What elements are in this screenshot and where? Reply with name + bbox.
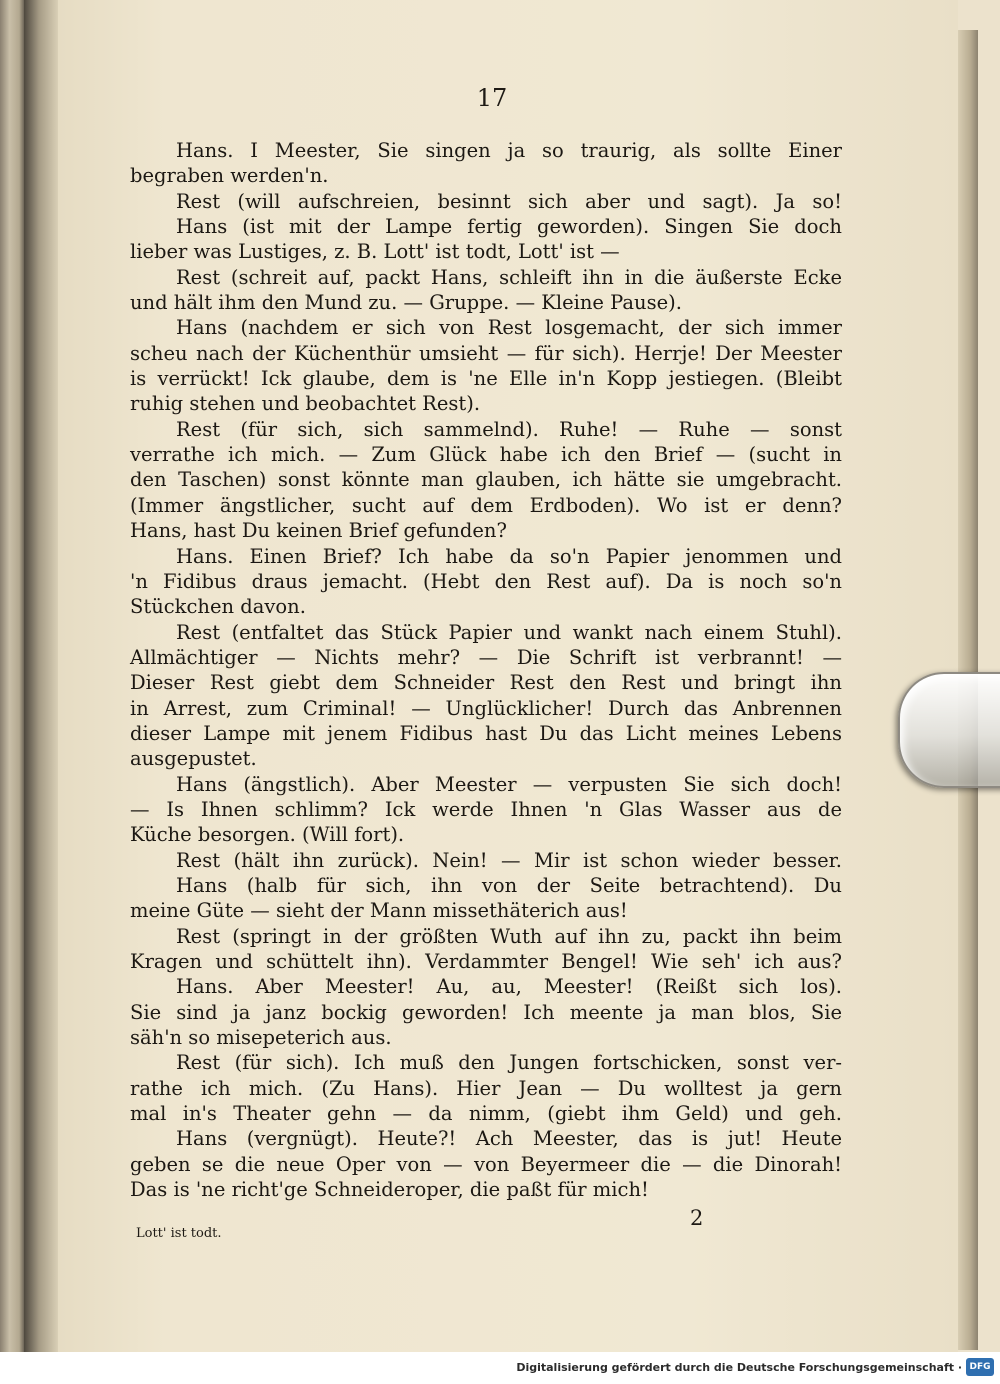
text-line: Rest (für sich, sich sammelnd). Ruhe! — Ruhe — sonst xyxy=(176,417,842,441)
text-line: Hans (halb für sich, ihn von der Seite betrachtend). Du xyxy=(176,873,842,897)
text-line: Hans (nachdem er sich von Rest losgemacht, der sich immer xyxy=(176,316,842,340)
text-line: den Taschen) sonst könnte man glauben, ich hätte sie umgebracht. xyxy=(130,468,842,492)
text-line: ausgepustet. xyxy=(130,747,257,771)
text-line: Hans (ist mit der Lampe fertig geworden). Singen Sie doch xyxy=(176,215,842,239)
page-number: 17 xyxy=(476,84,508,112)
text-line: lieber was Lustiges, z. B. Lott' ist todt, Lott' ist — xyxy=(130,240,620,264)
text-line: rathe ich mich. (Zu Hans). Hier Jean — Du wolltest ja gern xyxy=(130,1076,842,1100)
text-line: Hans (ängstlich). Aber Meester — verpusten Sie sich doch! xyxy=(176,772,842,796)
text-line: Stückchen davon. xyxy=(130,595,306,619)
text-line: Hans. Aber Meester! Au, au, Meester! (Reißt sich los). xyxy=(176,975,842,999)
text-line: Rest (will aufschreien, besinnt sich aber und sagt). Ja so! xyxy=(176,189,842,213)
text-line: meine Güte — sieht der Mann missethäterich aus! xyxy=(130,899,628,923)
book-gutter xyxy=(24,0,58,1352)
text-line: Dieser Rest giebt dem Schneider Rest den Rest und bringt ihn xyxy=(130,671,842,695)
text-line: Hans. I Meester, Sie singen ja so traurig, als sollte Einer xyxy=(176,139,842,162)
catchword: Lott' ist todt. xyxy=(136,1226,222,1241)
text-line: Hans (vergnügt). Heute?! Ach Meester, das is jut! Heute xyxy=(176,1127,842,1151)
text-line: Rest (entfaltet das Stück Papier und wankt nach einem Stuhl). xyxy=(176,620,842,644)
funding-credit: Digitalisierung gefördert durch die Deutsche Forschungsgemeinschaft · xyxy=(516,1361,962,1374)
text-line: Das is 'ne richt'ge Schneideroper, die paßt für mich! xyxy=(130,1178,649,1202)
text-line: scheu nach der Küchenthür umsieht — für sich). Herrje! Der Meester xyxy=(130,341,842,365)
text-line: Rest (für sich). Ich muß den Jungen fortschicken, sonst ver- xyxy=(176,1051,842,1075)
text-line: Rest (schreit auf, packt Hans, schleift ihn in die äußerste Ecke xyxy=(176,265,842,289)
text-line: begraben werden'n. xyxy=(130,164,329,188)
text-line: Hans, hast Du keinen Brief gefunden? xyxy=(130,519,507,543)
dfg-logo: DFG xyxy=(966,1358,994,1376)
footer-bar xyxy=(0,1352,1000,1384)
text-line: (Immer ängstlicher, sucht auf dem Erdboden). Wo ist er denn? xyxy=(130,493,842,517)
text-line: verrathe ich mich. — Zum Glück habe ich den Brief — (sucht in xyxy=(130,443,842,467)
text-line: Sie sind ja janz bockig geworden! Ich meente ja man blos, Sie xyxy=(130,1000,842,1024)
text-line: ruhig stehen und beobachtet Rest). xyxy=(130,392,481,416)
text-line: 'n Fidibus draus jemacht. (Hebt den Rest auf). Da is noch so'n xyxy=(130,569,842,593)
text-line: Rest (springt in der größten Wuth auf ihn zu, packt ihn beim xyxy=(176,924,842,948)
text-line: Kragen und schüttelt ihn). Verdammter Bengel! Wie seh' ich aus? xyxy=(130,950,842,973)
text-line: — Is Ihnen schlimm? Ick werde Ihnen 'n Glas Wasser aus de xyxy=(130,797,842,821)
text-line: Rest (hält ihn zurück). Nein! — Mir ist schon wieder besser. xyxy=(176,848,842,872)
text-line: Küche besorgen. (Will fort). xyxy=(130,823,405,847)
text-line: Allmächtiger — Nichts mehr? — Die Schrift ist verbrannt! — xyxy=(130,645,842,669)
text-line: Hans. Einen Brief? Ich habe da so'n Papier jenommen und xyxy=(176,544,842,568)
text-line: und hält ihm den Mund zu. — Gruppe. — Kleine Pause). xyxy=(130,291,682,315)
text-line: säh'n so misepeterich aus. xyxy=(130,1026,392,1050)
text-line: in Arrest, zum Criminal! — Unglücklicher! Durch das Anbrennen xyxy=(130,696,842,720)
text-line: geben se die neue Oper von — von Beyermeer die — die Dinorah! xyxy=(130,1152,842,1176)
text-line: is verrückt! Ick glaube, dem is 'ne Elle in'n Kopp jestiegen. (Bleibt xyxy=(130,367,842,391)
text-line: dieser Lampe mit jenem Fidibus hast Du das Licht meines Lebens xyxy=(130,721,842,745)
signature-mark: 2 xyxy=(690,1206,704,1230)
page-holder-clip xyxy=(898,672,1000,788)
body-text xyxy=(130,138,842,1202)
previous-page-edge xyxy=(0,0,24,1352)
text-line: mal in's Theater gehn — da nimm, (giebt ihm Geld) und geh. xyxy=(130,1102,842,1126)
